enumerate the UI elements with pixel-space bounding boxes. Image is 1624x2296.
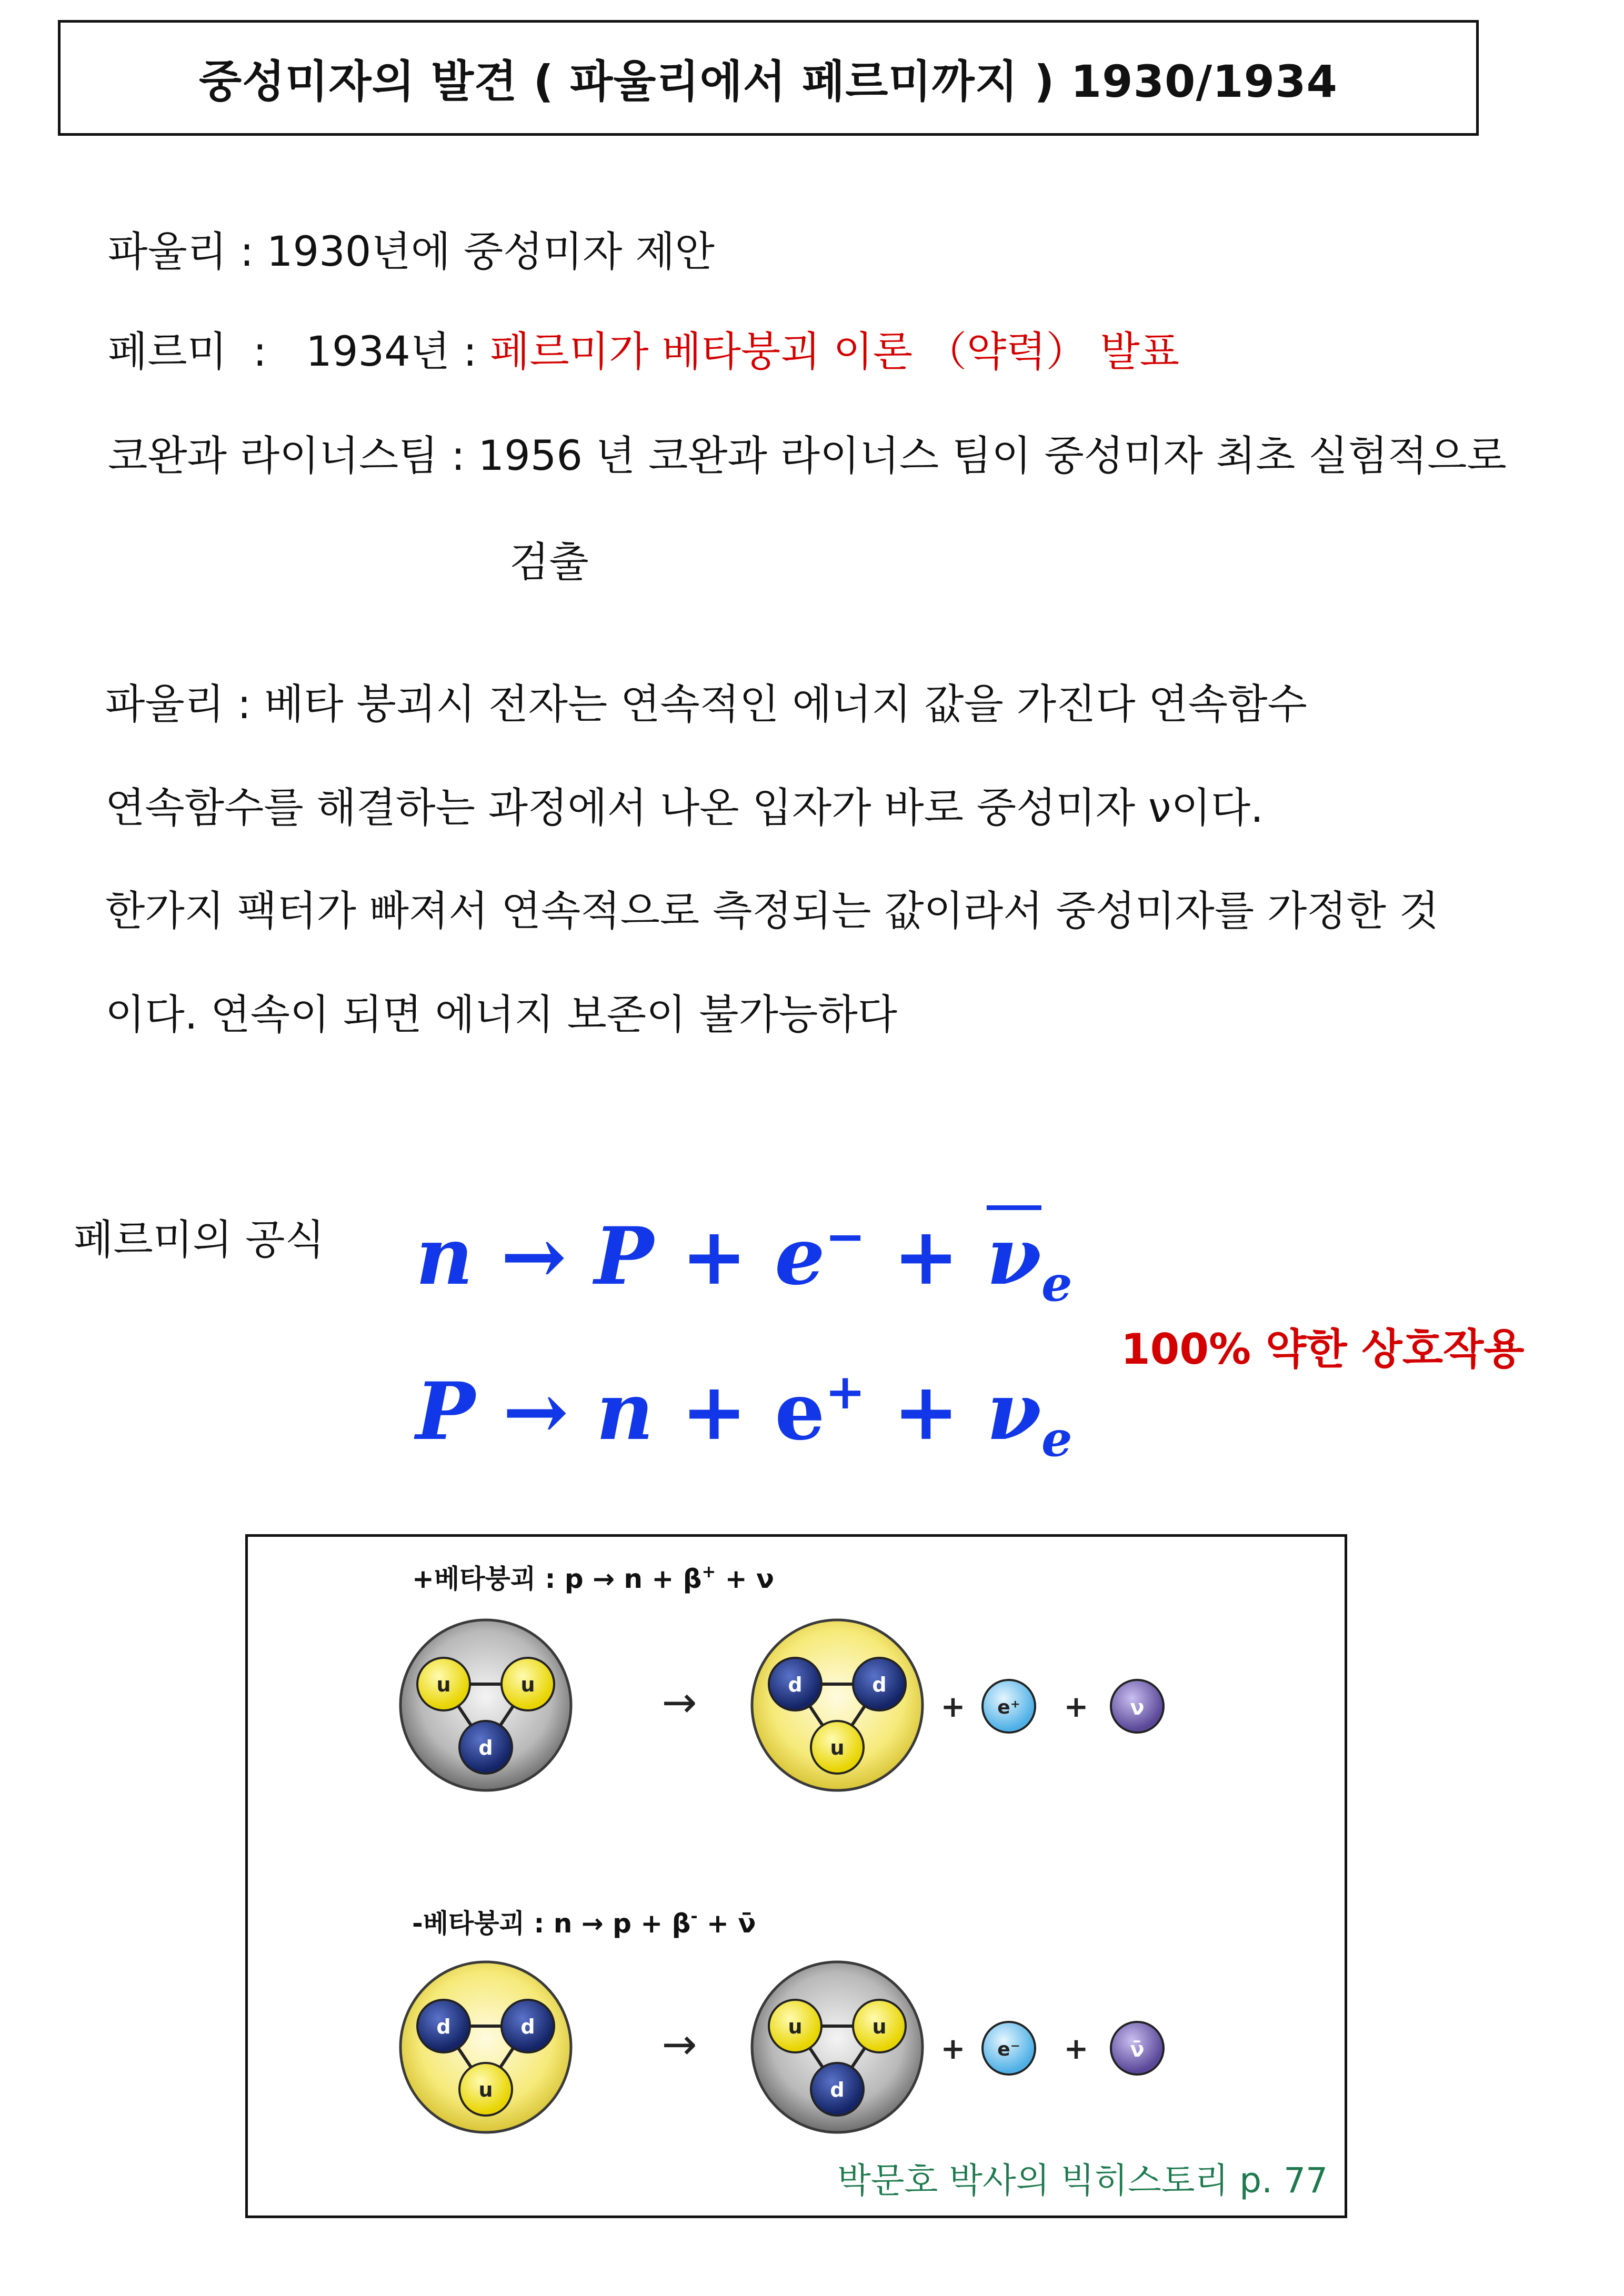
proton-bottom	[752, 1962, 923, 2132]
fig-title-text: +베타붕괴 : p → n + β	[412, 1564, 702, 1594]
eq-plus: +	[893, 1210, 959, 1303]
eq-plus: +	[681, 1365, 747, 1458]
page-title: 중성미자의 발견 ( 파울리에서 페르미까지 ) 1930/1934	[199, 55, 1338, 107]
history-pauli	[108, 228, 715, 276]
history-sep: :	[227, 328, 306, 376]
quark-label: u	[478, 2078, 493, 2101]
quark-label: d	[436, 2015, 451, 2038]
reaction-arrow: →	[661, 2020, 697, 2069]
fig-title-sup: +	[701, 1562, 716, 1582]
fig-title-rest: + ν	[716, 1564, 775, 1594]
eq-lhs: n	[416, 1210, 474, 1303]
figure-credit: 박문호 박사의 빅히스토리 p. 77	[837, 2160, 1328, 2201]
eq-term: e	[775, 1210, 825, 1303]
history-name: 파울리	[108, 228, 227, 276]
neutron-top	[752, 1620, 923, 1790]
neutrino-label: ν	[1130, 1696, 1145, 1720]
fig-title-text: -베타붕괴 : n → p + β	[412, 1908, 691, 1939]
history-text: 1956 년 코완과 라이너스 팀이 중성미자 최초 실험적으로	[478, 432, 1507, 480]
electron-label: e⁻	[997, 2039, 1020, 2060]
explanation-line-4: 이다. 연속이 되면 에너지 보존이 불가능하다	[105, 991, 898, 1039]
reaction-arrow: →	[661, 1678, 697, 1727]
plus-sign: +	[940, 2032, 966, 2066]
explanation-line-3: 한가지 팩터가 빠져서 연속적으로 측정되는 값이라서 중성미자를 가정한 것	[105, 888, 1439, 935]
formula-label: 페르미의 공식	[74, 1216, 325, 1264]
history-name: 코완과 라이너스팀	[108, 432, 438, 480]
quark-label: d	[872, 1673, 887, 1696]
eq-arrow: →	[503, 1365, 569, 1458]
antineutrino-label: ν̄	[1130, 2038, 1145, 2062]
beta-decay-diagram	[248, 1537, 1345, 2216]
eq-plus: +	[893, 1365, 959, 1458]
quark-label: d	[788, 1673, 803, 1696]
fig-title-rest: + ν̄	[697, 1908, 756, 1939]
history-fermi	[108, 328, 1180, 376]
quark-label: u	[436, 1673, 451, 1696]
beta-decay-figure	[245, 1534, 1347, 2218]
eq-antineutrino: $\overline{\nu}$	[986, 1210, 1041, 1303]
history-name: 페르미	[108, 328, 227, 376]
history-cowan	[108, 432, 1507, 480]
history-text: 1930년에 중성미자 제안	[266, 228, 715, 276]
eq-lhs: P	[416, 1365, 475, 1458]
eq-term: P	[594, 1210, 654, 1303]
eq-plus: +	[681, 1210, 747, 1303]
fig-title-sup: -	[690, 1906, 698, 1926]
history-cowan-continuation: 검출	[509, 539, 589, 586]
eq-arrow: →	[500, 1210, 567, 1303]
history-sep: :	[438, 432, 478, 480]
quark-label: d	[520, 2015, 535, 2038]
eq-sup: +	[825, 1363, 866, 1420]
equation-beta-plus	[416, 1363, 1072, 1467]
history-highlight: 페르미가 베타붕괴 이론 （약력） 발표	[490, 328, 1180, 376]
plus-sign: +	[1064, 1690, 1089, 1724]
title-box	[58, 20, 1479, 136]
eq-term: e	[775, 1365, 825, 1458]
eq-sub: e	[1041, 1255, 1072, 1312]
neutron-bottom	[400, 1962, 571, 2132]
explanation-line-1: 파울리 : 베타 붕괴시 전자는 연속적인 에너지 값을 가진다 연속함수	[105, 681, 1307, 728]
quark-label: d	[478, 1736, 493, 1759]
eq-term: n	[596, 1365, 654, 1458]
quark-label: u	[520, 1673, 535, 1696]
equation-beta-minus	[416, 1208, 1072, 1312]
eq-sup: −	[825, 1208, 866, 1265]
plus-sign: +	[940, 1690, 966, 1724]
weak-interaction-note: 100% 약한 상호작용	[1121, 1325, 1525, 1374]
plus-sign: +	[1064, 2032, 1089, 2066]
history-sep: :	[227, 228, 267, 276]
quark-label: u	[788, 2015, 803, 2038]
eq-sub: e	[1041, 1411, 1072, 1467]
quark-label: d	[830, 2078, 845, 2101]
eq-neutrino: ν	[986, 1365, 1041, 1458]
history-text: 1934년 :	[306, 328, 490, 376]
quark-label: u	[830, 1736, 845, 1759]
explanation-line-2: 연속함수를 해결하는 과정에서 나온 입자가 바로 중성미자 ν이다.	[105, 784, 1264, 832]
proton-top	[400, 1620, 571, 1790]
positron-label: e⁺	[997, 1697, 1020, 1718]
quark-label: u	[872, 2015, 887, 2038]
